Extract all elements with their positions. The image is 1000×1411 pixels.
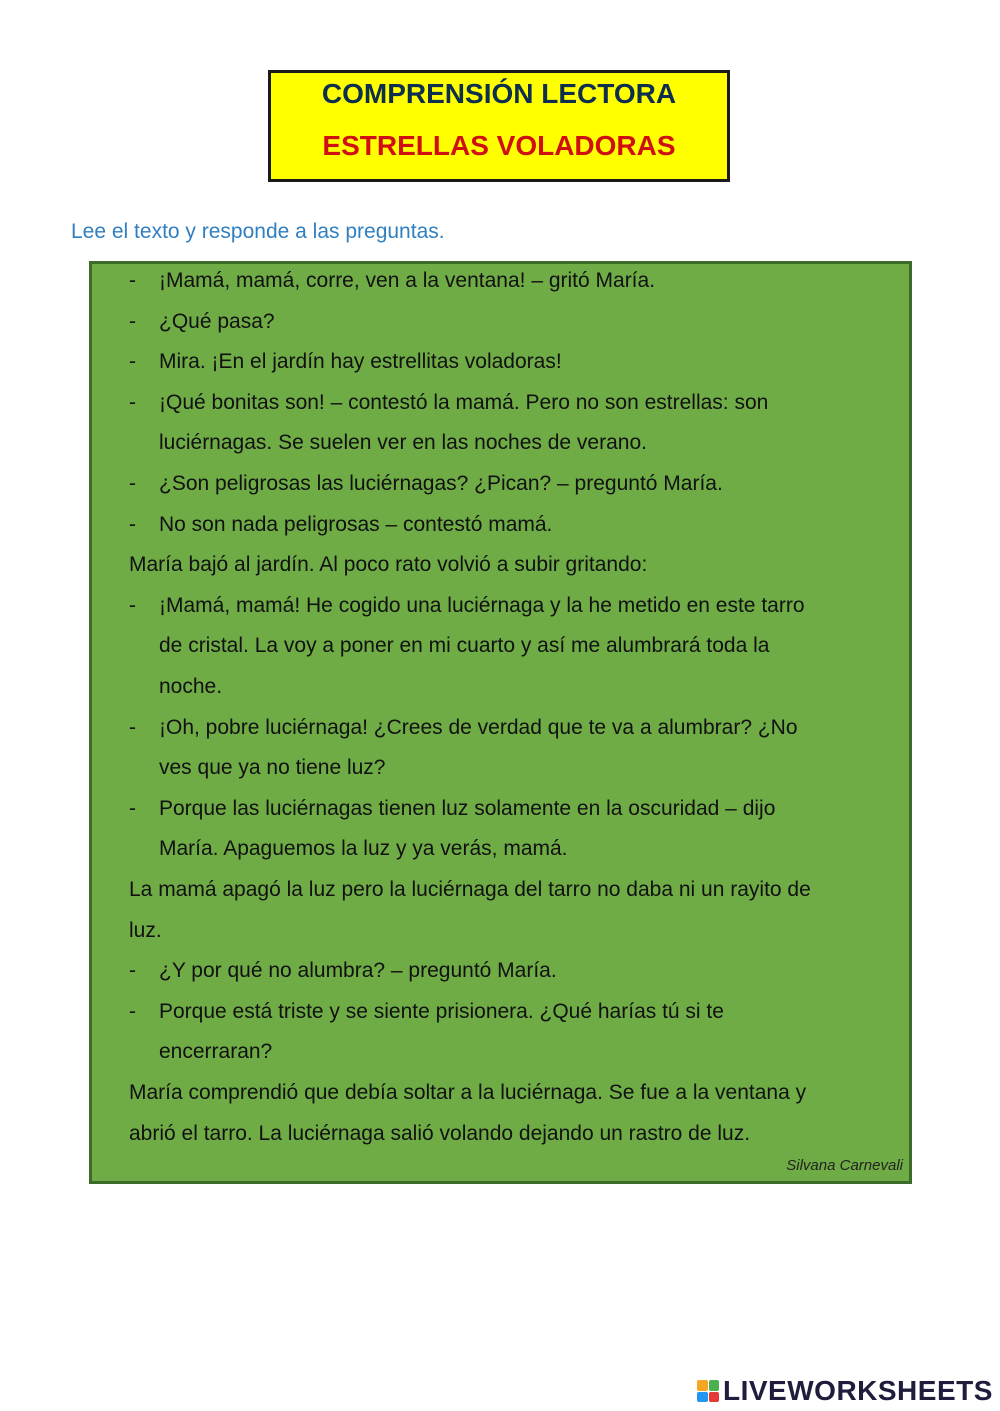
- author-credit: Silvana Carnevali: [786, 1157, 903, 1174]
- story-line: [92, 423, 909, 463]
- story-line-text: ¡Oh, pobre luciérnaga! ¿Crees de verdad que te va a alumbrar? ¿No: [159, 715, 798, 739]
- story-line-text: ¿Y por qué no alumbra? – preguntó María.: [159, 959, 557, 983]
- story-line: [92, 1114, 909, 1154]
- story-line: [92, 261, 909, 301]
- story-line-text: ¡Qué bonitas son! – contestó la mamá. Pero no son estrellas: son: [159, 390, 769, 414]
- story-line-text: ¡Mamá, mamá! He cogido una luciérnaga y la he metido en este tarro: [159, 593, 805, 617]
- instruction-text: Lee el texto y responde a las preguntas.: [71, 220, 445, 243]
- story-line-text: luz.: [129, 918, 162, 942]
- story-line: [92, 342, 909, 382]
- story-line-text: Mira. ¡En el jardín hay estrellitas voladoras!: [159, 350, 562, 374]
- dialogue-dash: -: [129, 512, 136, 536]
- dialogue-dash: -: [129, 309, 136, 333]
- story-line: [92, 829, 909, 869]
- story-line-text: encerraran?: [159, 1040, 273, 1064]
- story-line-text: María bajó al jardín. Al poco rato volvió a subir gritando:: [129, 553, 648, 577]
- liveworksheets-logo: [697, 1377, 993, 1405]
- story-line-text: Porque está triste y se siente prisionera. ¿Qué harías tú si te: [159, 999, 724, 1023]
- story-line-text: ¿Son peligrosas las luciérnagas? ¿Pican? – preguntó María.: [159, 472, 723, 495]
- story-line: [92, 708, 909, 748]
- story-box: [89, 261, 912, 1184]
- story-line: [92, 464, 909, 504]
- story-line: [92, 626, 909, 666]
- story-line: [92, 789, 909, 829]
- story-line: [92, 505, 909, 545]
- dialogue-dash: -: [129, 999, 136, 1023]
- story-line-text: ves que ya no tiene luz?: [159, 756, 386, 780]
- story-line-text: La mamá apagó la luz pero la luciérnaga del tarro no daba ni un rayito de: [129, 878, 811, 901]
- logo-text: LIVEWORKSHEETS: [723, 1375, 993, 1406]
- story-line-text: ¡Mamá, mamá, corre, ven a la ventana! – gritó María.: [159, 269, 656, 292]
- story-line-text: María comprendió que debía soltar a la luciérnaga. Se fue a la ventana y: [129, 1081, 807, 1104]
- story-line-text: María. Apaguemos la luz y ya verás, mamá.: [159, 837, 568, 861]
- dialogue-dash: -: [129, 390, 136, 414]
- story-line-text: Porque las luciérnagas tienen luz solamente en la oscuridad – dijo: [159, 796, 776, 820]
- story-line: [92, 951, 909, 991]
- story-line-text: de cristal. La voy a poner en mi cuarto y así me alumbrará toda la: [159, 634, 770, 658]
- story-line-text: luciérnagas. Se suelen ver en las noches de verano.: [159, 431, 647, 455]
- dialogue-dash: -: [129, 472, 136, 495]
- story-line: [92, 870, 909, 910]
- dialogue-dash: -: [129, 715, 136, 739]
- story-line: [92, 1032, 909, 1072]
- story-line-text: abrió el tarro. La luciérnaga salió volando dejando un rastro de luz.: [129, 1121, 751, 1145]
- story-line: [92, 1073, 909, 1113]
- story-line: [92, 545, 909, 585]
- story-line: [92, 748, 909, 788]
- dialogue-dash: -: [129, 269, 136, 292]
- liveworksheets-logo-icon: [697, 1380, 719, 1402]
- page-subtitle: ESTRELLAS VOLADORAS: [322, 130, 676, 161]
- story-line-text: noche.: [159, 675, 223, 698]
- dialogue-dash: -: [129, 959, 136, 983]
- story-line: [92, 383, 909, 423]
- story-line: [92, 911, 909, 951]
- title-box: [268, 70, 730, 182]
- dialogue-dash: -: [129, 796, 136, 820]
- story-line: [92, 586, 909, 626]
- story-line: [92, 302, 909, 342]
- story-line-text: No son nada peligrosas – contestó mamá.: [159, 512, 553, 536]
- dialogue-dash: -: [129, 593, 136, 617]
- dialogue-dash: -: [129, 350, 136, 374]
- story-line-text: ¿Qué pasa?: [159, 309, 275, 333]
- story-line: [92, 667, 909, 707]
- story-line: [92, 992, 909, 1032]
- page-title: COMPRENSIÓN LECTORA: [321, 78, 677, 109]
